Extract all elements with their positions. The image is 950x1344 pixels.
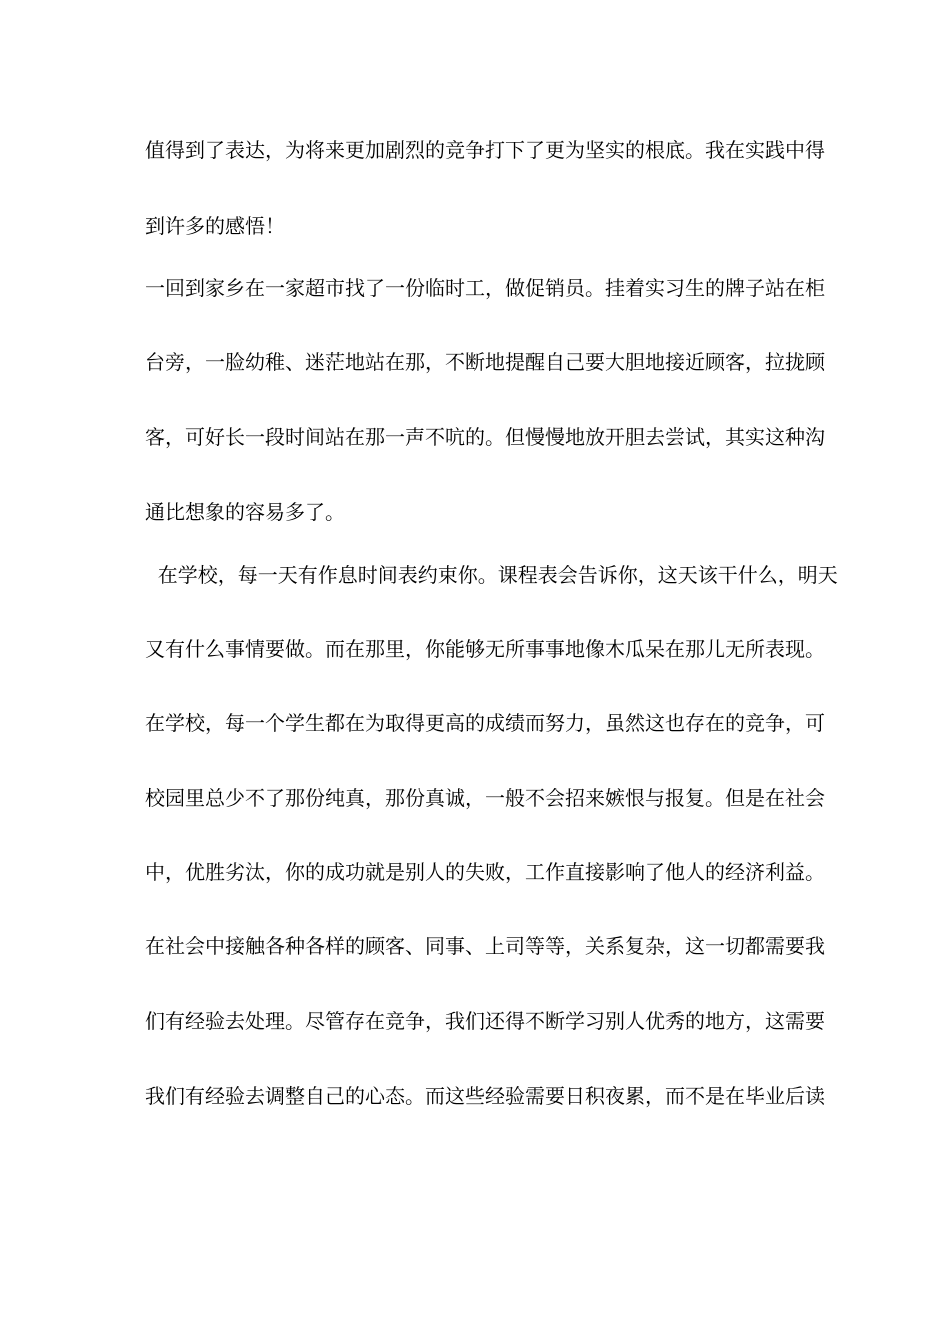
text-line: 台旁，一脸幼稚、迷茫地站在那，不断地提醒自己要大胆地接近顾客，拉拢顾	[145, 350, 825, 374]
text-line: 校园里总少不了那份纯真，那份真诚，一般不会招来嫉恨与报复。但是在社会	[145, 786, 825, 810]
text-line: 又有什么事情要做。而在那里，你能够无所事事地像木瓜呆在那儿无所表现。	[145, 637, 825, 661]
text-line: 在学校，每一天有作息时间表约束你。课程表会告诉你，这天该干什么，明天	[145, 563, 838, 587]
text-line: 在社会中接触各种各样的顾客、同事、上司等等，关系复杂，这一切都需要我	[145, 934, 825, 958]
text-line: 通比想象的容易多了。	[145, 500, 345, 524]
text-line: 在学校，每一个学生都在为取得更高的成绩而努力，虽然这也存在的竞争，可	[145, 711, 825, 735]
text-line: 值得到了表达，为将来更加剧烈的竞争打下了更为坚实的根底。我在实践中得	[145, 138, 825, 162]
text-line: 一回到家乡在一家超市找了一份临时工，做促销员。挂着实习生的牌子站在柜	[145, 276, 825, 300]
text-line: 中，优胜劣汰，你的成功就是别人的失败，工作直接影响了他人的经济利益。	[145, 860, 825, 884]
text-line: 客，可好长一段时间站在那一声不吭的。但慢慢地放开胆去尝试，其实这种沟	[145, 425, 825, 449]
text-line: 我们有经验去调整自己的心态。而这些经验需要日积夜累，而不是在毕业后读	[145, 1084, 825, 1108]
text-line: 们有经验去处理。尽管存在竞争，我们还得不断学习别人优秀的地方，这需要	[145, 1009, 825, 1033]
text-line: 到许多的感悟！	[145, 214, 285, 238]
